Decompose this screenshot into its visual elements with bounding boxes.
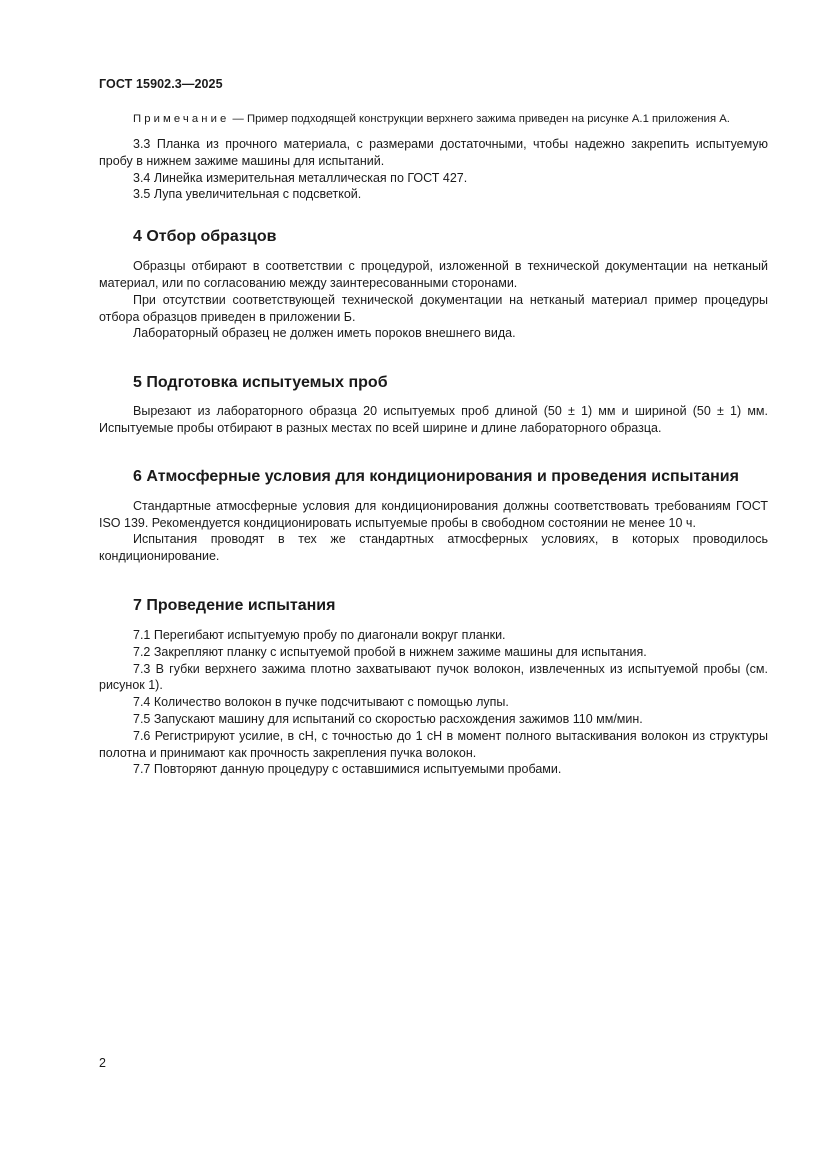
clause-number: 7.4 bbox=[133, 695, 151, 710]
section-6-heading: 6 Атмосферные условия для кондиционирования и проведения испытания bbox=[133, 467, 739, 485]
clause-text: Перегибают испытуемую пробу по диагонали вокруг планки. bbox=[153, 627, 506, 642]
clause-7-2 bbox=[99, 644, 768, 661]
section-4-paragraph: Лабораторный образец не должен иметь пороков внешнего вида. bbox=[133, 326, 516, 341]
clause-number: 7.2 bbox=[133, 644, 151, 659]
clause-text: Лупа увеличительная с подсветкой. bbox=[153, 187, 362, 202]
page-number: 2 bbox=[99, 1056, 106, 1070]
clause-7-7 bbox=[99, 761, 768, 778]
clause-7-4 bbox=[99, 694, 768, 711]
clause-7-6 bbox=[99, 728, 768, 762]
note-label: Примечание bbox=[133, 113, 230, 125]
clause-3-5 bbox=[99, 186, 768, 203]
clause-text: Регистрируют усилие, в сН, с точностью до 1 сН в момент полного вытаскивания волокон из структуры полотна и принимают как прочность закрепления пучка волокон. bbox=[99, 728, 768, 760]
clause-text: Количество волокон в пучке подсчитывают с помощью лупы. bbox=[153, 695, 509, 710]
clause-7-5 bbox=[99, 711, 768, 728]
section-5-paragraph: Вырезают из лабораторного образца 20 испытуемых проб длиной (50 ± 1) мм и шириной (50 ± 1) мм. Испытуемые пробы отбирают в разных местах по всей ширине и длине лабораторного образца. bbox=[99, 404, 768, 435]
clause-3-3 bbox=[99, 136, 768, 170]
clause-number: 3.4 bbox=[133, 170, 151, 185]
section-4-heading: 4 Отбор образцов bbox=[133, 228, 277, 246]
clause-text: Запускают машину для испытаний со скоростью расхождения зажимов 110 мм/мин. bbox=[153, 711, 643, 726]
clause-number: 7.1 bbox=[133, 627, 151, 642]
clause-text: Линейка измерительная металлическая по ГОСТ 427. bbox=[153, 170, 468, 185]
note-text: — Пример подходящей конструкции верхнего зажима приведен на рисунке А.1 приложения А. bbox=[229, 113, 730, 125]
clause-number: 7.5 bbox=[133, 711, 151, 726]
clause-text: В губки верхнего зажима плотно захватывают пучок волокон, извлеченных из испытуемой пробы (см. рисунок 1). bbox=[99, 661, 768, 693]
clause-text: Повторяют данную процедуру с оставшимися испытуемыми пробами. bbox=[153, 762, 562, 777]
clause-number: 3.5 bbox=[133, 187, 151, 202]
clause-number: 3.3 bbox=[133, 137, 151, 151]
section-5-heading: 5 Подготовка испытуемых проб bbox=[133, 374, 388, 392]
page-body bbox=[99, 112, 768, 778]
clause-text: Планка из прочного материала, с размерами достаточными, чтобы надежно закрепить испытуемую пробу в нижнем зажиме машины для испытаний. bbox=[99, 137, 768, 168]
section-7-heading: 7 Проведение испытания bbox=[133, 596, 336, 614]
section-6-paragraph: Стандартные атмосферные условия для кондиционирования должны соответствовать требованиям ГОСТ ISO 139. Рекомендуется кондиционировать испытуемые пробы в свободном состоянии не менее 10 ч. bbox=[99, 498, 768, 530]
section-6-paragraph: Испытания проводят в тех же стандартных атмосферных условиях, в которых проводилось кондиционирование. bbox=[99, 532, 768, 564]
clause-number: 7.7 bbox=[133, 762, 151, 777]
clause-text: Закрепляют планку с испытуемой пробой в нижнем зажиме машины для испытания. bbox=[153, 644, 647, 659]
section-4-paragraph: При отсутствии соответствующей технической документации на нетканый материал пример процедуры отбора образцов приведен в приложении Б. bbox=[99, 292, 768, 324]
clause-number: 7.6 bbox=[133, 728, 151, 743]
clause-number: 7.3 bbox=[133, 661, 151, 676]
clause-3-4 bbox=[99, 170, 768, 187]
note-paragraph bbox=[99, 112, 768, 127]
document-code-header: ГОСТ 15902.3—2025 bbox=[99, 77, 223, 91]
section-4-paragraph: Образцы отбирают в соответствии с процедурой, изложенной в технической документации на нетканый материал, или по согласованию между заинтересованными сторонами. bbox=[99, 259, 768, 290]
clause-7-3 bbox=[99, 661, 768, 695]
clause-7-1 bbox=[99, 627, 768, 644]
